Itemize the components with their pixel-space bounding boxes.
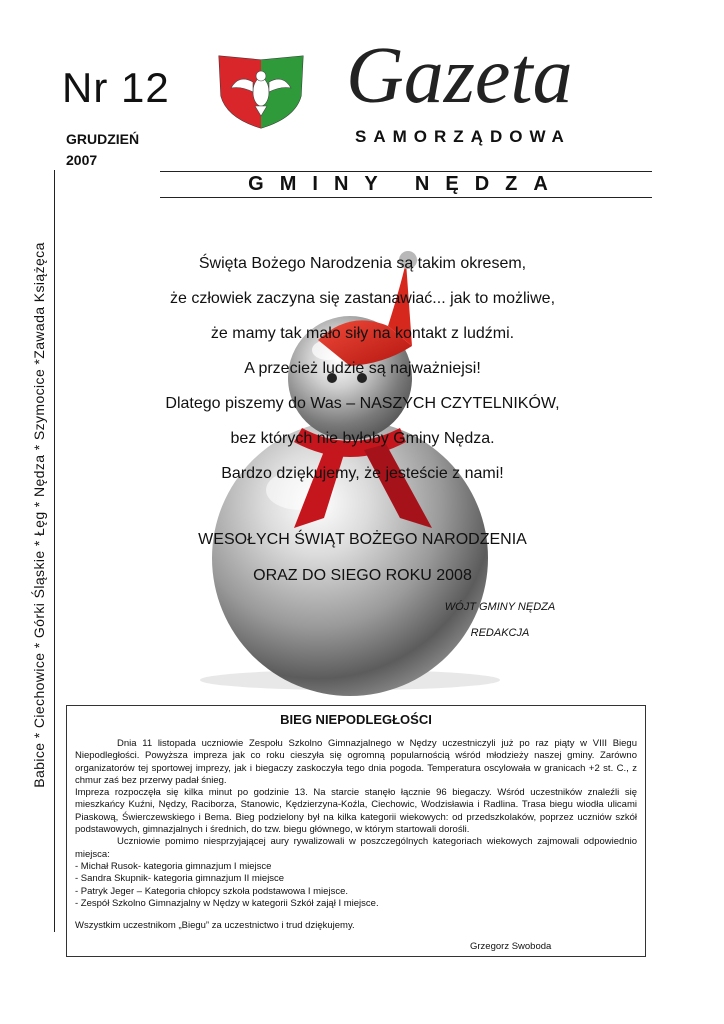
greeting-line: bez których nie byłoby Gminy Nędza. xyxy=(230,430,495,447)
greeting-line: Bardzo dziękujemy, że jesteście z nami! xyxy=(221,465,504,482)
signature-editors: REDAKCJA xyxy=(470,627,530,639)
issue-number: Nr 12 xyxy=(62,64,170,111)
masthead-title: Gazeta xyxy=(346,32,573,120)
issue-month: GRUDZIEŃ xyxy=(66,131,140,147)
result-item: - Zespół Szkolno Gimnazjalny w Nędzy w kategorii Szkół zajął I miejsce. xyxy=(75,897,379,909)
greeting-line: Święta Bożego Narodzenia są takim okresem, xyxy=(198,255,527,272)
issue-year: 2007 xyxy=(66,152,98,168)
coat-of-arms-icon xyxy=(217,52,305,130)
greeting-line: Dlatego piszemy do Was – NASZYCH CZYTELNIKÓW, xyxy=(165,395,560,412)
article-paragraph: Uczniowie pomimo niesprzyjającej aury rywalizowali w poszczególnych kategoriach wiekowych zajmowali odpowiednio miejsca: xyxy=(75,836,637,860)
wishes-line: ORAZ DO SIEGO ROKU 2008 xyxy=(253,567,472,584)
sidebar xyxy=(24,170,54,860)
greeting-line: że mamy tak mało siły na kontakt z ludźmi. xyxy=(210,325,515,342)
article-paragraph: Dnia 11 listopada uczniowie Zespołu Szkolno Gimnazjalnego w Nędzy uczestniczyli już po raz piąty w VIII Biegu Niepodległości. Powyższa impreza jak co roku cieszyła się ogromną popularnością wśród młodzieży naszej gminy. Zarówno organizatorów tej sportowej imprezy, jak i biegaczy zaskoczyła tego dnia pogoda. Temperatura oscylowała w granicach +2 st. C., z chmur zaś bez przerwy padał śnieg. xyxy=(75,738,637,786)
article-author: Grzegorz Swoboda xyxy=(470,941,552,952)
sidebar-divider xyxy=(54,170,55,932)
masthead-subtitle: SAMORZĄDOWA xyxy=(355,127,571,146)
result-item: - Michał Rusok- kategoria gimnazjum I miejsce xyxy=(75,860,272,872)
result-item: - Sandra Skupnik- kategoria gimnazjum II miejsce xyxy=(75,873,285,885)
signature-mayor: WÓJT GMINY NĘDZA xyxy=(444,601,556,613)
article-body xyxy=(75,738,637,932)
region-title: GMINY NĘDZA xyxy=(248,173,564,195)
article-title: BIEG NIEPODLEGŁOŚCI xyxy=(280,712,432,727)
result-item: - Patryk Jeger – Kategoria chłopcy szkoła podstawowa I miejsce. xyxy=(75,885,348,897)
article-thanks: Wszystkim uczestnikom „Biegu” za uczestnictwo i trud dziękujemy. xyxy=(75,920,355,932)
greeting-line: A przecież ludzie są najważniejsi! xyxy=(244,360,481,377)
article-paragraph: Impreza rozpoczęła się kilka minut po godzinie 13. Na starcie stanęło łącznie 96 biegaczy. Wśród uczestników znaleźli się mieszkańcy Kuźni, Nędzy, Raciborza, Stanowic, Kędzierzyna-Koźla, Ciechowic, Wodzisławia i Radlina. Trasa biegu wiodła ulicami Piaskową, Świerczewskiego i Bema. Bieg podzielony był na kilka kategorii wiekowych: od przedszkolaków, poprzez uczniów szkół podstawowych, gimnazjalnych i średnich, do tzw. biegu głównego, w którym startowali dorośli. xyxy=(75,787,637,836)
wishes-line: WESOŁYCH ŚWIĄT BOŻEGO NARODZENIA xyxy=(198,531,527,548)
divider-bottom xyxy=(160,197,652,198)
sidebar-villages: Babice * Ciechowice * Górki Śląskie * Łęg * Nędza * Szymocice *Zawada Książęca xyxy=(31,242,47,788)
greeting-line: że człowiek zaczyna się zastanawiać... jak to możliwe, xyxy=(169,290,556,307)
